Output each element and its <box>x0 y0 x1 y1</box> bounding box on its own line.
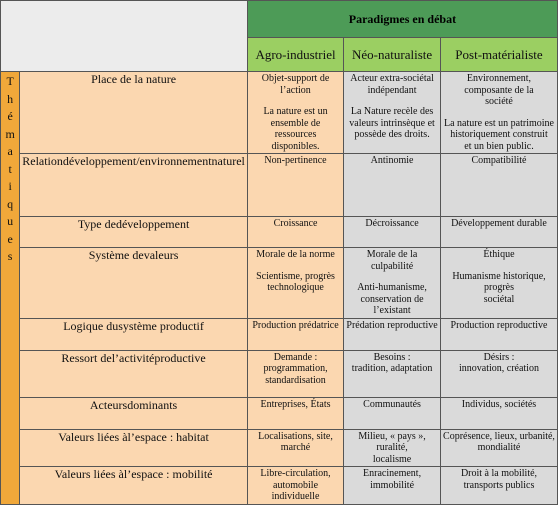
cell-post-materialiste <box>440 72 557 154</box>
theme-label <box>20 154 248 217</box>
cell-agro-industriel <box>247 72 343 154</box>
cell-line: Individus, sociétés <box>461 398 537 410</box>
table-row <box>1 429 558 467</box>
column-header-agro-industriel: Agro-industriel <box>247 38 343 72</box>
side-label-letter: u <box>7 214 14 228</box>
cell-line: Libre-circulation, <box>260 468 331 479</box>
cell-line: automobile individuelle <box>271 479 320 502</box>
cell-line: indépendant <box>367 84 417 96</box>
cell-line: Anti-humanisme, <box>357 282 427 293</box>
cell-post-materialiste <box>440 397 557 429</box>
table-row <box>1 397 558 429</box>
cell-line: Morale de la culpabilité <box>366 249 418 272</box>
cell-line: standardisation <box>265 374 326 386</box>
cell-line: La nature est un <box>263 106 328 117</box>
theme-label <box>20 429 248 467</box>
cell-line: développement/ <box>62 154 140 168</box>
cell-line: Entreprises, États <box>260 398 331 410</box>
cell-line: l’activité <box>111 350 155 365</box>
cell-line: Logique du <box>63 318 119 333</box>
cell-line: Objet-support de <box>261 73 330 84</box>
cell-neo-naturaliste <box>344 318 441 350</box>
cell-line: Désirs : <box>483 351 515 363</box>
cell-post-materialiste <box>440 318 557 350</box>
cell-post-materialiste <box>440 350 557 397</box>
cell-line: Décroissance <box>365 218 419 229</box>
theme-label <box>20 217 248 248</box>
cell-agro-industriel <box>247 248 343 319</box>
cell-line: ensemble de ressources <box>270 117 321 140</box>
cell-post-materialiste <box>440 154 557 217</box>
side-label-letter: a <box>7 144 13 158</box>
cell-line: Coprésence, lieux, urbanité, <box>443 430 555 442</box>
cell-line: Type de <box>77 217 116 231</box>
cell-neo-naturaliste <box>344 429 441 467</box>
cell-line: Localisations, site, <box>258 430 333 442</box>
column-header-neo-naturaliste: Néo-naturaliste <box>344 38 441 72</box>
cell-line: disponibles. <box>271 140 320 152</box>
cell-line: l’espace : mobilité <box>123 467 213 481</box>
cell-line <box>346 272 438 282</box>
cell-line: Croissance <box>273 218 318 229</box>
cell-line: marché <box>280 442 311 453</box>
cell-neo-naturaliste <box>344 217 441 248</box>
cell-line: immobilité <box>370 479 415 491</box>
cell-line: Développement durable <box>451 218 547 229</box>
cell-line: mondialité <box>477 442 521 453</box>
cell-line: dominants <box>127 397 178 412</box>
cell-neo-naturaliste <box>344 248 441 319</box>
cell-line: valeurs <box>143 248 179 262</box>
cell-line: Acteurs <box>89 397 128 412</box>
cell-line: Communautés <box>363 398 421 410</box>
cell-line: historiquement construit <box>450 129 548 140</box>
cell-line: Valeurs liées à <box>54 467 124 481</box>
cell-line: Scientisme, progrès <box>256 270 335 282</box>
cell-line: Milieu, « pays », ruralité, <box>358 430 426 453</box>
cell-line <box>250 96 341 106</box>
cell-line: programmation, <box>263 363 328 374</box>
side-label-letter: t <box>8 161 12 176</box>
table-title: Paradigmes en débat <box>247 1 557 38</box>
cell-line: Environnement, composante de la <box>464 73 534 96</box>
cell-line <box>443 108 555 118</box>
table-row <box>1 248 558 319</box>
theme-label <box>20 350 248 397</box>
cell-line: Acteur extra-sociétal <box>350 73 434 84</box>
cell-line: Éthique <box>483 249 515 260</box>
table-row <box>1 318 558 350</box>
cell-agro-industriel <box>247 318 343 350</box>
cell-neo-naturaliste <box>344 397 441 429</box>
cell-agro-industriel <box>247 397 343 429</box>
cell-line: Enracinement, <box>363 468 422 479</box>
cell-line: Droit à la mobilité, <box>460 468 538 479</box>
cell-line <box>250 261 341 271</box>
table-row <box>1 350 558 397</box>
cell-line: possède des droits. <box>354 129 430 140</box>
table-row <box>1 467 558 505</box>
cell-post-materialiste <box>440 248 557 319</box>
cell-line: La nature est un patrimoine <box>444 117 554 129</box>
cell-neo-naturaliste <box>344 72 441 154</box>
side-label-letter: h <box>7 91 14 106</box>
cell-line: Besoins : <box>373 351 411 363</box>
cell-line: Valeurs liées à <box>58 429 128 444</box>
table-row <box>1 154 558 217</box>
theme-label <box>20 72 248 154</box>
side-label-letter: m <box>5 126 15 141</box>
cell-line: Production reproductive <box>450 319 548 331</box>
theme-label <box>20 467 248 505</box>
side-label-letter: T <box>6 74 14 88</box>
cell-post-materialiste <box>440 429 557 467</box>
cell-line: valeurs intrinsèque et <box>349 117 435 129</box>
side-label-letter: i <box>8 179 12 193</box>
cell-agro-industriel <box>247 350 343 397</box>
side-label-letter: q <box>7 196 14 211</box>
cell-line: Place de la nature <box>91 72 177 86</box>
theme-label <box>20 318 248 350</box>
cell-agro-industriel <box>247 217 343 248</box>
cell-line: Antinomie <box>370 155 414 166</box>
cell-line: conservation de l’existant <box>360 293 424 316</box>
cell-line: innovation, création <box>458 363 539 374</box>
cell-line: développement <box>115 217 190 231</box>
cell-line: sociétal <box>483 293 515 305</box>
cell-line: Production prédatrice <box>252 319 339 331</box>
cell-post-materialiste <box>440 217 557 248</box>
side-label-letter: é <box>7 109 13 123</box>
cell-line: Système de <box>88 248 144 262</box>
cell-neo-naturaliste <box>344 350 441 397</box>
cell-line: société <box>485 96 513 107</box>
cell-line: système productif <box>118 318 204 333</box>
theme-label <box>20 248 248 319</box>
cell-line: tradition, adaptation <box>351 363 433 374</box>
cell-line: Ressort de <box>61 350 112 365</box>
cell-line: naturel <box>211 154 245 168</box>
side-label-letter: e <box>7 231 13 246</box>
cell-line: et un bien public. <box>464 140 534 152</box>
cell-neo-naturaliste <box>344 467 441 505</box>
cell-agro-industriel <box>247 467 343 505</box>
column-header-post-materialiste: Post-matérialiste <box>440 38 557 72</box>
cell-post-materialiste <box>440 467 557 505</box>
cell-line: localisme <box>372 453 412 465</box>
cell-agro-industriel <box>247 429 343 467</box>
cell-line: technologique <box>267 282 324 293</box>
cell-line: productive <box>154 350 206 365</box>
cell-line: Prédation reproductive <box>346 319 438 331</box>
cell-line: Demande : <box>273 351 318 363</box>
table-row <box>1 217 558 248</box>
cell-line: l’action <box>280 84 311 96</box>
cell-line: La Nature recèle des <box>350 106 434 117</box>
themes-side-label <box>1 72 20 505</box>
cell-line: Relation <box>22 154 63 168</box>
cell-line: Compatibilité <box>471 155 527 166</box>
cell-line <box>346 96 438 106</box>
cell-line: Non-pertinence <box>264 155 327 166</box>
cell-line: Humanisme historique, progrès <box>452 270 546 293</box>
cell-line: transports publics <box>463 479 535 491</box>
cell-line: Morale de la norme <box>256 249 335 260</box>
table-corner <box>1 1 248 72</box>
table-row <box>1 72 558 154</box>
cell-line: environnement <box>139 154 212 168</box>
side-label-letter: s <box>7 249 13 263</box>
cell-line <box>443 261 555 271</box>
cell-agro-industriel <box>247 154 343 217</box>
cell-neo-naturaliste <box>344 154 441 217</box>
cell-line: l’espace : habitat <box>127 429 209 444</box>
theme-label <box>20 397 248 429</box>
